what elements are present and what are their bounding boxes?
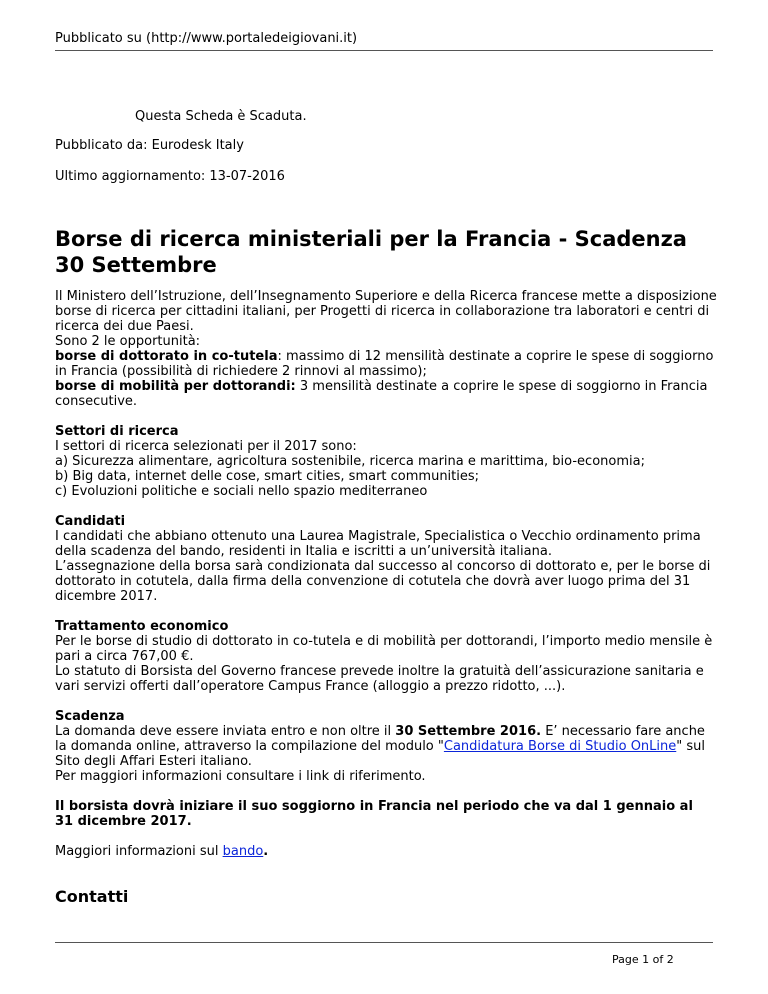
- article-body: [55, 289, 720, 874]
- text-line: Sono 2 le opportunità:: [55, 334, 201, 349]
- text-line: ricerca dei due Paesi.: [55, 319, 194, 334]
- start-notice: [55, 799, 720, 829]
- text-line: borse di ricerca per cittadini italiani, per Progetti di ricerca in collaborazione tra laboratori e centri di: [55, 304, 710, 319]
- deadline-date: 30 Settembre 2016.: [395, 724, 542, 739]
- text-line: I candidati che abbiano ottenuto una Laurea Magistrale, Specialistica o Vecchio ordinamento prima: [55, 529, 701, 544]
- text-line: Per maggiori informazioni consultare i link di riferimento.: [55, 769, 426, 784]
- text-line: L’assegnazione della borsa sarà condizionata dal successo al concorso di dottorato e, per le borse di: [55, 559, 711, 574]
- scadenza-section: [55, 709, 720, 784]
- text-line: della scadenza del bando, residenti in Italia e iscritti a un’università italiana.: [55, 544, 552, 559]
- text-line: dicembre 2017.: [55, 589, 158, 604]
- section-heading: Trattamento economico: [55, 619, 229, 634]
- text-line: vari servizi offerti dall’operatore Campus France (alloggio a prezzo ridotto, ...).: [55, 679, 566, 694]
- trattamento-section: [55, 619, 720, 694]
- bold-term: borse di dottorato in co-tutela: [55, 349, 278, 364]
- text-line: dottorato in cotutela, dalla firma della convenzione di cotutela che dovrà aver luogo prima del 31: [55, 574, 691, 589]
- text-line: borse di dottorato in co-tutela: massimo di 12 mensilità destinate a coprire le spese di soggiorno: [55, 349, 714, 364]
- published-by: Pubblicato da: Eurodesk Italy: [55, 138, 244, 153]
- more-info: Maggiori informazioni sul bando.: [55, 844, 269, 859]
- header-source: Pubblicato su (http://www.portaledeigiovani.it): [55, 31, 358, 46]
- section-heading: Settori di ricerca: [55, 424, 179, 439]
- text-line: La domanda deve essere inviata entro e non oltre il 30 Settembre 2016. E’ necessario fare anche: [55, 724, 705, 739]
- text-line: Il borsista dovrà iniziare il suo soggiorno in Francia nel periodo che va dal 1 gennaio al: [55, 799, 693, 814]
- text-line: Lo statuto di Borsista del Governo francese prevede inoltre la gratuità dell’assicurazione sanitaria e: [55, 664, 704, 679]
- page-title: Borse di ricerca ministeriali per la Francia - Scadenza 30 Settembre: [55, 227, 687, 277]
- page-number: Page 1 of 2: [612, 953, 674, 966]
- bold-term: borse di mobilità per dottorandi:: [55, 379, 296, 394]
- text-line: c) Evoluzioni politiche e sociali nello spazio mediterraneo: [55, 484, 428, 499]
- text-line: b) Big data, internet delle cose, smart cities, smart communities;: [55, 469, 480, 484]
- intro-section: [55, 289, 720, 409]
- section-heading: Scadenza: [55, 709, 125, 724]
- bando-link[interactable]: bando: [222, 844, 264, 859]
- candidati-section: [55, 514, 720, 604]
- text-line: Il Ministero dell’Istruzione, dell’Insegnamento Superiore e della Ricerca francese mette a disposizione: [55, 289, 717, 304]
- expired-notice: Questa Scheda è Scaduta.: [135, 109, 307, 124]
- header-rule: [55, 50, 713, 51]
- footer-rule: [55, 942, 713, 943]
- text-line: Sito degli Affari Esteri italiano.: [55, 754, 252, 769]
- text-line: a) Sicurezza alimentare, agricoltura sostenibile, ricerca marina e marittima, bio-economia;: [55, 454, 645, 469]
- text-line: pari a circa 767,00 €.: [55, 649, 194, 664]
- text-line: in Francia (possibilità di richiedere 2 rinnovi al massimo);: [55, 364, 427, 379]
- text-line: borse di mobilità per dottorandi: 3 mensilità destinate a coprire le spese di soggiorno in Francia: [55, 379, 708, 394]
- text-line: la domanda online, attraverso la compilazione del modulo "Candidatura Borse di Studio OnLine" sul: [55, 739, 706, 754]
- settori-section: [55, 424, 720, 499]
- section-heading: Candidati: [55, 514, 126, 529]
- last-update: Ultimo aggiornamento: 13-07-2016: [55, 169, 285, 184]
- candidatura-link[interactable]: Candidatura Borse di Studio OnLine: [443, 739, 677, 754]
- text-line: 31 dicembre 2017.: [55, 814, 192, 829]
- text-line: Per le borse di studio di dottorato in co-tutela e di mobilità per dottorandi, l’importo medio mensile è: [55, 634, 713, 649]
- text-line: consecutive.: [55, 394, 138, 409]
- contatti-heading: Contatti: [55, 887, 129, 906]
- text-line: I settori di ricerca selezionati per il 2017 sono:: [55, 439, 357, 454]
